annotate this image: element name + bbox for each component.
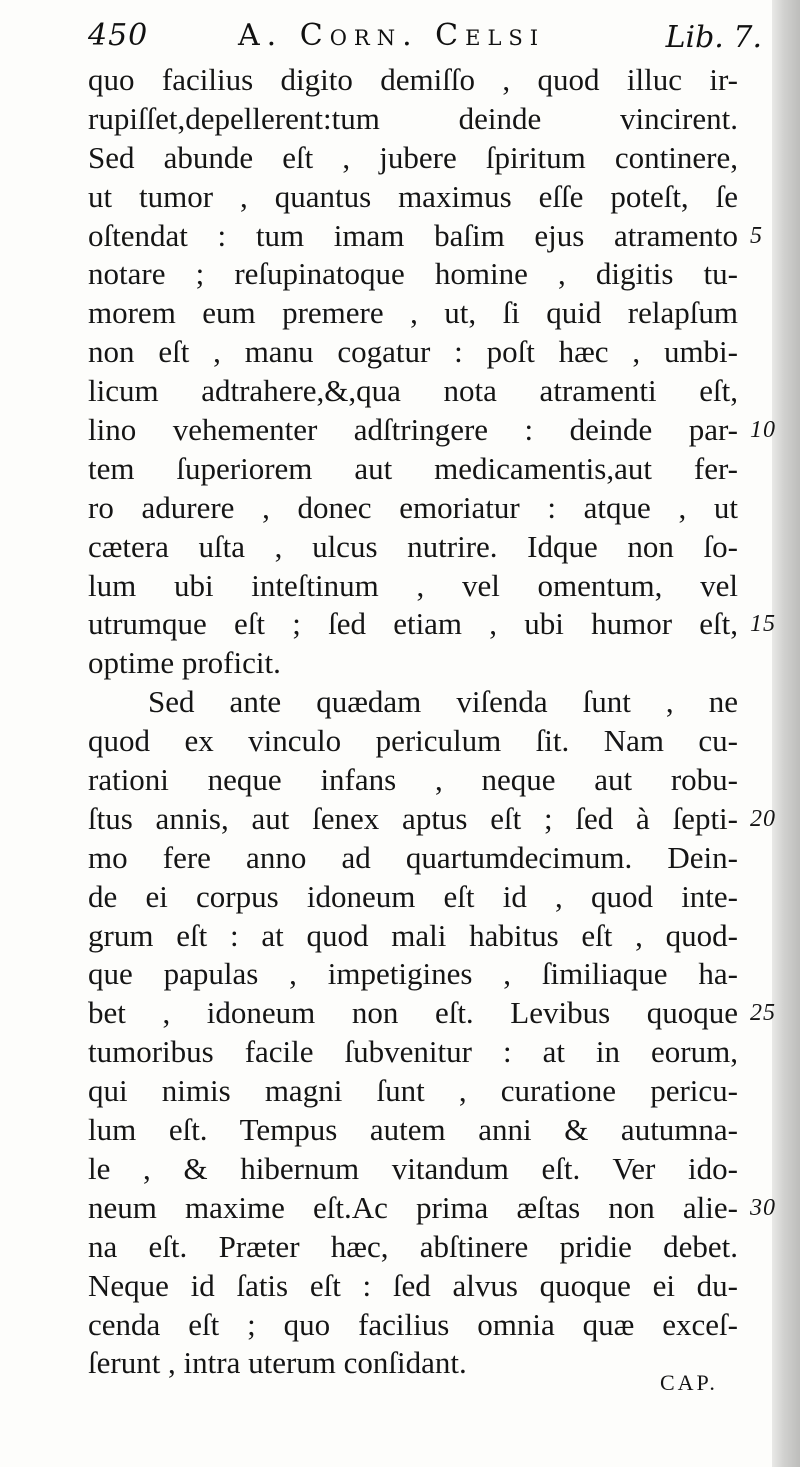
text-line bbox=[88, 1111, 738, 1150]
text-line-content: de ei corpus idoneum eſt id , quod inte- bbox=[88, 878, 738, 914]
text-line bbox=[88, 372, 738, 411]
text-line bbox=[88, 761, 738, 800]
text-line bbox=[88, 917, 738, 956]
text-line bbox=[88, 1344, 738, 1383]
page-gutter-shadow bbox=[772, 0, 800, 1467]
line-number: 20 bbox=[750, 805, 776, 832]
text-line bbox=[88, 217, 763, 256]
text-line bbox=[88, 528, 738, 567]
text-line bbox=[88, 644, 738, 683]
text-line-content: Sed ante quædam viſenda ſunt , ne bbox=[148, 684, 738, 720]
body-text bbox=[88, 61, 776, 1383]
text-line-content: Neque id ſatis eſt : ſed alvus quoque ei du- bbox=[88, 1267, 738, 1303]
line-number: 25 bbox=[750, 1000, 776, 1027]
text-line-content: quod ex vinculo periculum ſit. Nam cu- bbox=[88, 723, 738, 759]
text-line bbox=[88, 1072, 738, 1111]
text-line bbox=[88, 100, 738, 139]
text-line bbox=[88, 878, 738, 917]
text-line-content: lum eſt. Tempus autem anni & autumna- bbox=[88, 1112, 738, 1148]
line-number: 10 bbox=[750, 417, 776, 444]
text-line-content: neum maxime eſt.Ac prima æſtas non alie- bbox=[88, 1189, 738, 1225]
line-number: 5 bbox=[750, 222, 763, 249]
text-line-content: ut tumor , quantus maximus eſſe poteſt, ſe bbox=[88, 178, 738, 214]
text-line-content: lino vehementer adſtringere : deinde par- bbox=[88, 412, 738, 448]
text-line bbox=[88, 139, 738, 178]
text-line-content: tem ſuperiorem aut medicamentis,aut fer- bbox=[88, 450, 738, 486]
text-line bbox=[88, 1150, 738, 1189]
text-line-content: Sed abunde eſt , jubere ſpiritum continere, bbox=[88, 139, 738, 175]
text-line-content: lum ubi inteſtinum , vel omentum, vel bbox=[88, 567, 738, 603]
text-line bbox=[88, 1228, 738, 1267]
text-line-content: tumoribus facile ſubvenitur : at in eorum, bbox=[88, 1034, 738, 1070]
text-line bbox=[88, 800, 776, 839]
text-line bbox=[88, 294, 738, 333]
text-line bbox=[88, 839, 738, 878]
text-line bbox=[88, 489, 738, 528]
text-line bbox=[88, 255, 738, 294]
text-line bbox=[88, 955, 738, 994]
book-label: Lib. 7. bbox=[665, 20, 762, 55]
text-line-content: licum adtrahere,&,qua nota atramenti eſt, bbox=[88, 373, 738, 409]
line-number: 15 bbox=[750, 611, 776, 638]
text-line-content: le , & hibernum vitandum eſt. Ver ido- bbox=[88, 1150, 738, 1186]
text-line bbox=[88, 567, 738, 606]
text-line-content: notare ; reſupinatoque homine , digitis tu- bbox=[88, 256, 738, 292]
text-line bbox=[88, 722, 738, 761]
text-line-content: que papulas , impetigines , ſimiliaque ha- bbox=[88, 956, 738, 992]
text-line-content: quo facilius digito demiſſo , quod illuc ir- bbox=[88, 62, 738, 97]
text-line bbox=[88, 61, 738, 100]
text-line-content: na eſt. Præter hæc, abſtinere pridie debet. bbox=[88, 1228, 738, 1264]
running-header bbox=[88, 14, 768, 58]
text-line-content: oſtendat : tum imam baſim ejus atramento bbox=[88, 217, 738, 253]
running-title: A. Corn. Celsi bbox=[238, 18, 546, 53]
text-line-content: cenda eſt ; quo facilius omnia quæ exceſ- bbox=[88, 1306, 738, 1342]
text-line-content: qui nimis magni ſunt , curatione pericu- bbox=[88, 1073, 738, 1109]
text-line bbox=[88, 178, 738, 217]
catchword: CAP. bbox=[660, 1370, 718, 1395]
text-line-content: mo fere anno ad quartumdecimum. Dein- bbox=[88, 839, 738, 875]
text-line-content: bet , idoneum non eſt. Levibus quoque bbox=[88, 995, 738, 1031]
text-line-content: ſerunt , intra uterum conſidant. bbox=[88, 1345, 467, 1381]
text-line-content: grum eſt : at quod mali habitus eſt , quod- bbox=[88, 917, 738, 953]
text-line-content: non eſt , manu cogatur : poſt hæc , umbi- bbox=[88, 334, 738, 370]
text-line bbox=[88, 1033, 738, 1072]
text-line bbox=[88, 605, 776, 644]
text-line bbox=[88, 1267, 738, 1306]
text-line bbox=[88, 1189, 776, 1228]
text-line-content: cætera uſta , ulcus nutrire. Idque non ſo- bbox=[88, 528, 738, 564]
text-line bbox=[88, 1306, 738, 1345]
text-line-content: rupiſſet,depellerent:tum deinde vincirent. bbox=[88, 100, 738, 136]
text-line bbox=[88, 450, 738, 489]
text-line-content: optime proficit. bbox=[88, 645, 281, 681]
text-line bbox=[88, 994, 776, 1033]
text-line bbox=[88, 411, 776, 450]
text-line-content: ro adurere , donec emoriatur : atque , ut bbox=[88, 489, 738, 525]
page-number: 450 bbox=[88, 18, 149, 53]
text-line-content: ſtus annis, aut ſenex aptus eſt ; ſed à ſepti- bbox=[88, 800, 738, 836]
text-line-content: morem eum premere , ut, ſi quid relapſum bbox=[88, 295, 738, 331]
line-number: 30 bbox=[750, 1194, 776, 1221]
text-line-content: rationi neque infans , neque aut robu- bbox=[88, 762, 738, 798]
text-line bbox=[88, 333, 738, 372]
text-line-content: utrumque eſt ; ſed etiam , ubi humor eſt, bbox=[88, 606, 738, 642]
text-line bbox=[88, 683, 738, 722]
